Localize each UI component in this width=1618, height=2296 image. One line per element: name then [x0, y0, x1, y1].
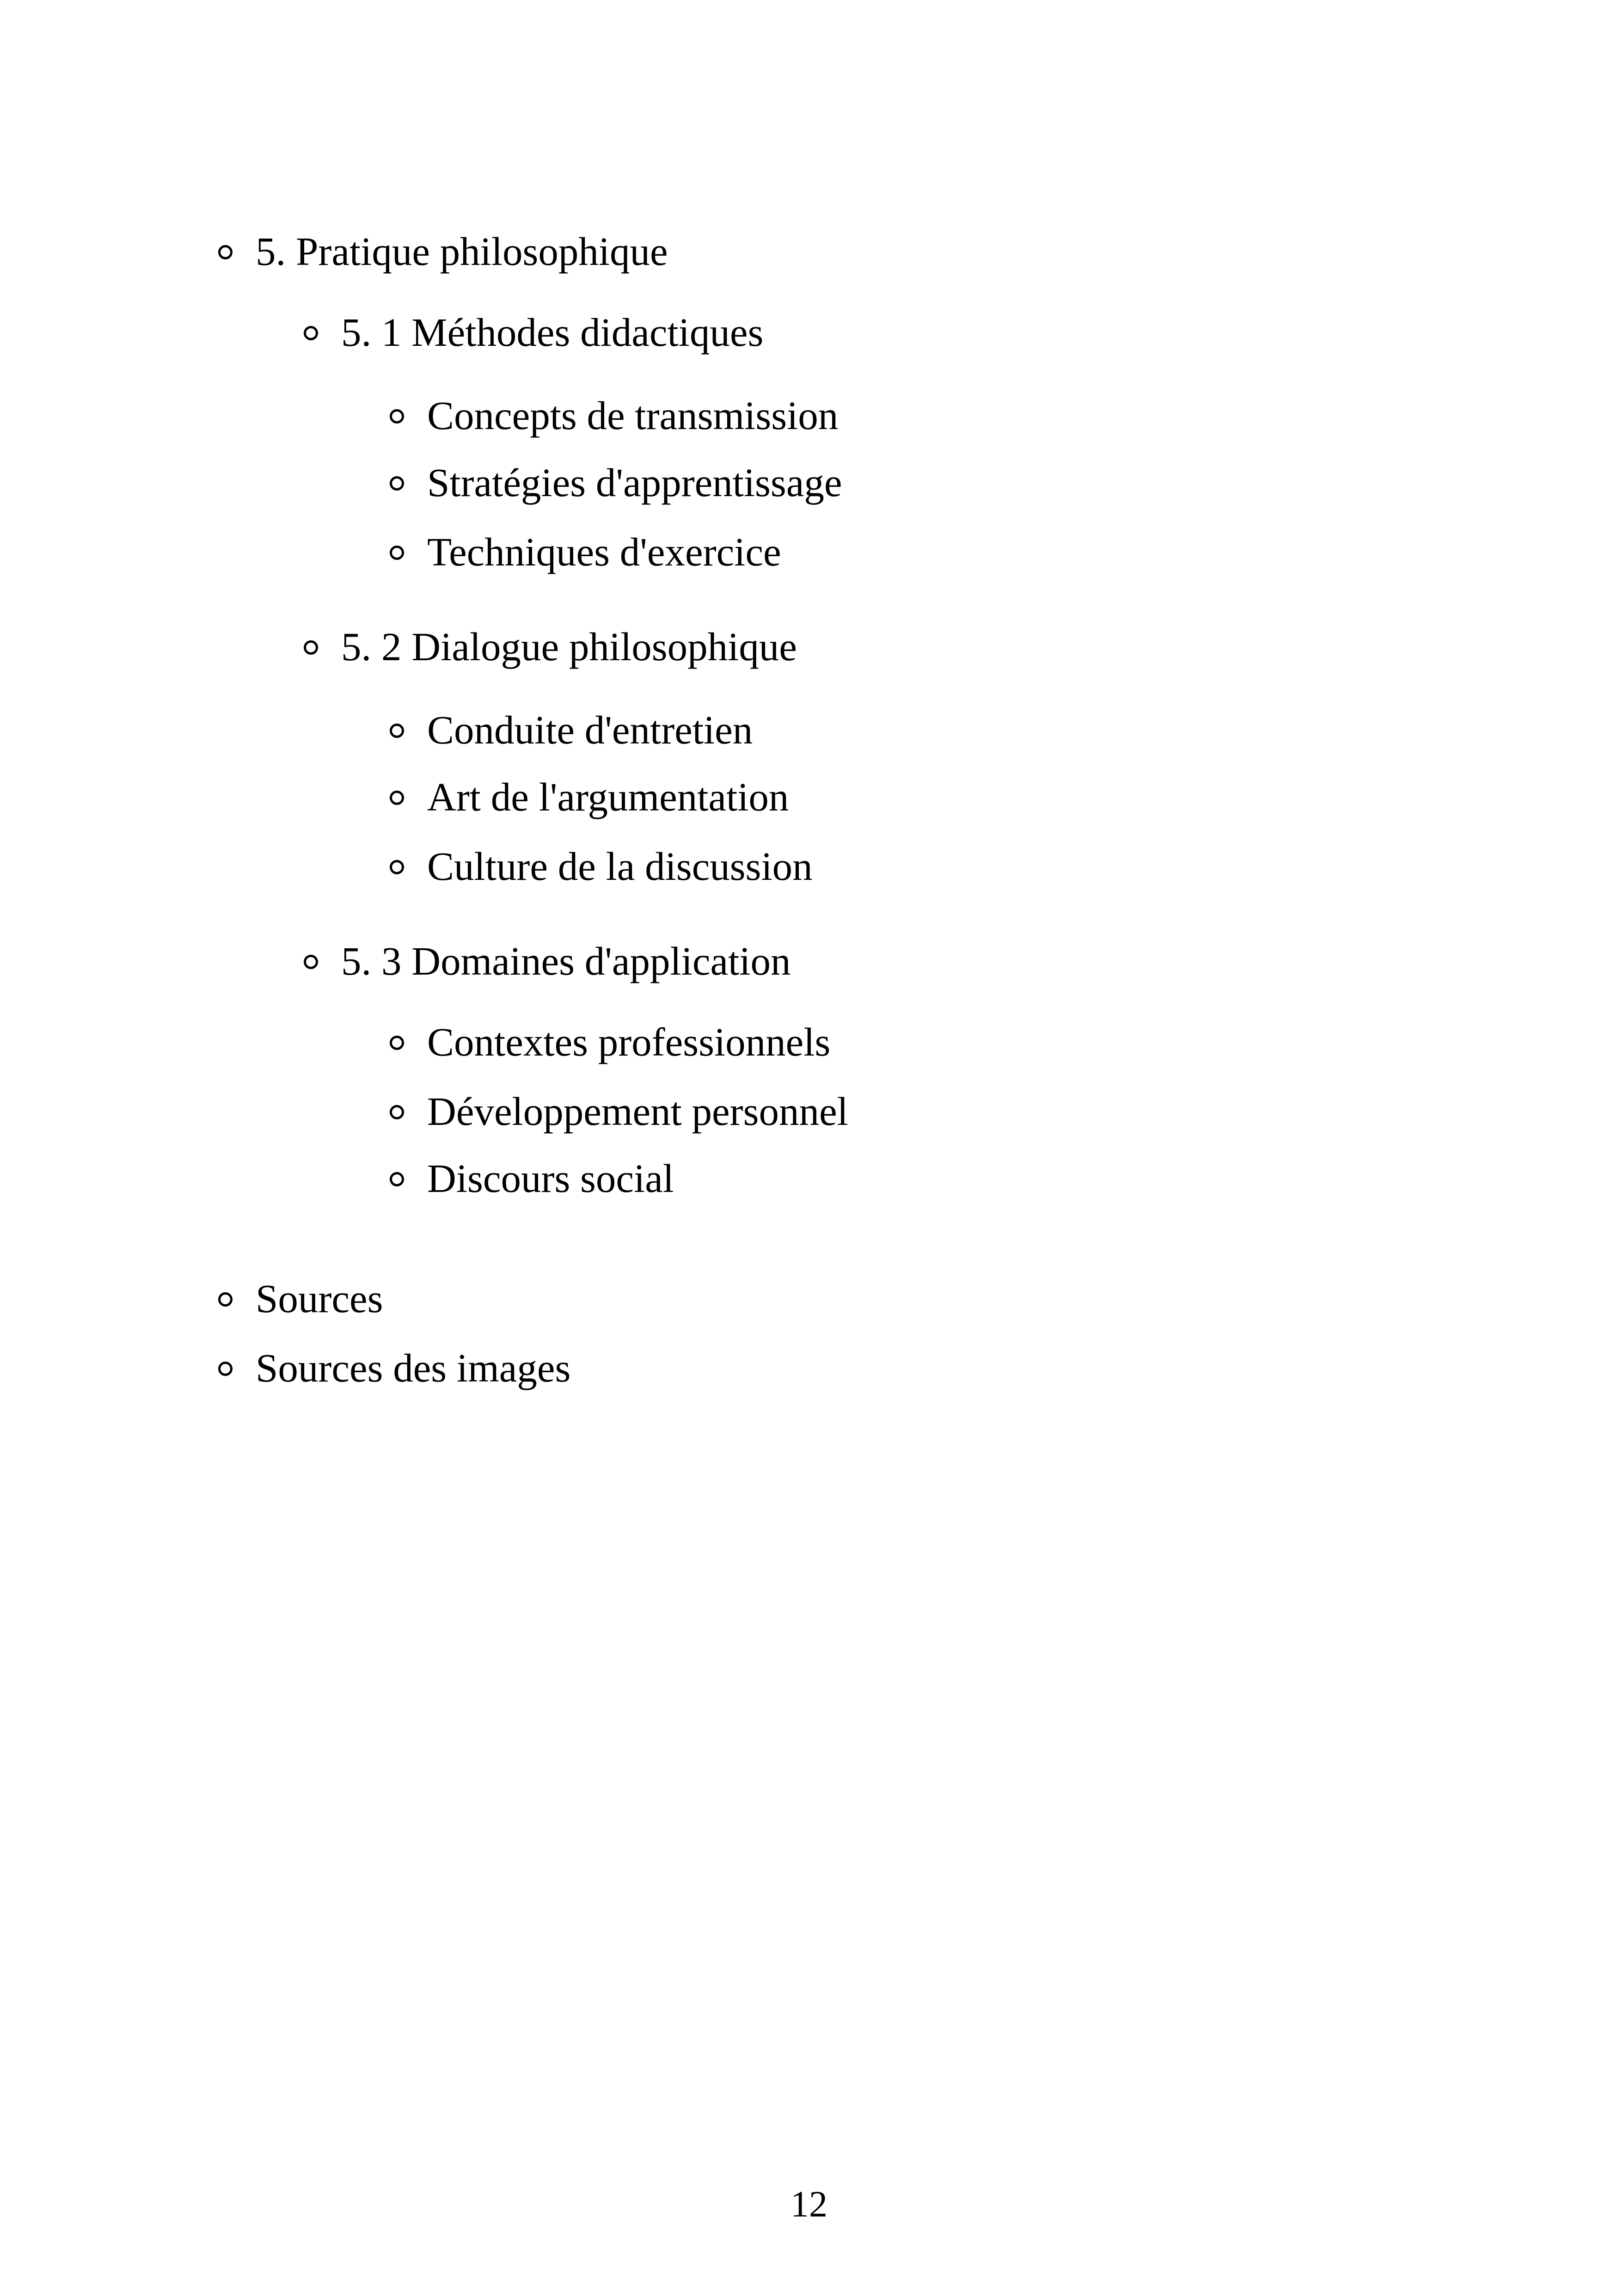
toc-item-label: Contextes professionnels [427, 1019, 831, 1064]
toc-item-label: 5. 1 Méthodes didactiques [341, 310, 764, 355]
circle-bullet-icon [390, 1105, 404, 1119]
circle-bullet-icon [304, 640, 318, 655]
toc-item-label: 5. 3 Domaines d'application [341, 939, 791, 983]
toc-item-label: 5. 2 Dialogue philosophique [341, 624, 797, 669]
toc-item-label: Culture de la discussion [427, 844, 813, 889]
circle-bullet-icon [390, 1172, 404, 1186]
toc-item-label: Sources des images [256, 1345, 571, 1390]
circle-bullet-icon [304, 955, 318, 969]
toc-item-label: Concepts de transmission [427, 393, 839, 438]
circle-bullet-icon [218, 1292, 233, 1307]
toc-item-label: Art de l'argumentation [427, 774, 789, 819]
toc-item-label: Sources [256, 1276, 383, 1321]
toc-item-label: 5. Pratique philosophique [256, 229, 668, 274]
toc-item-label: Discours social [427, 1156, 674, 1201]
circle-bullet-icon [390, 860, 404, 874]
circle-bullet-icon [390, 546, 404, 560]
page-number: 12 [791, 2184, 827, 2225]
toc-item-label: Stratégies d'apprentissage [427, 460, 842, 505]
circle-bullet-icon [390, 409, 404, 424]
toc-item-label: Conduite d'entretien [427, 707, 753, 752]
circle-bullet-icon [304, 326, 318, 340]
circle-bullet-icon [390, 476, 404, 491]
toc-item-label: Développement personnel [427, 1089, 848, 1134]
circle-bullet-icon [390, 724, 404, 738]
circle-bullet-icon [218, 1362, 233, 1376]
toc-item-label: Techniques d'exercice [427, 529, 781, 574]
circle-bullet-icon [390, 1036, 404, 1050]
circle-bullet-icon [390, 791, 404, 805]
circle-bullet-icon [218, 245, 233, 259]
